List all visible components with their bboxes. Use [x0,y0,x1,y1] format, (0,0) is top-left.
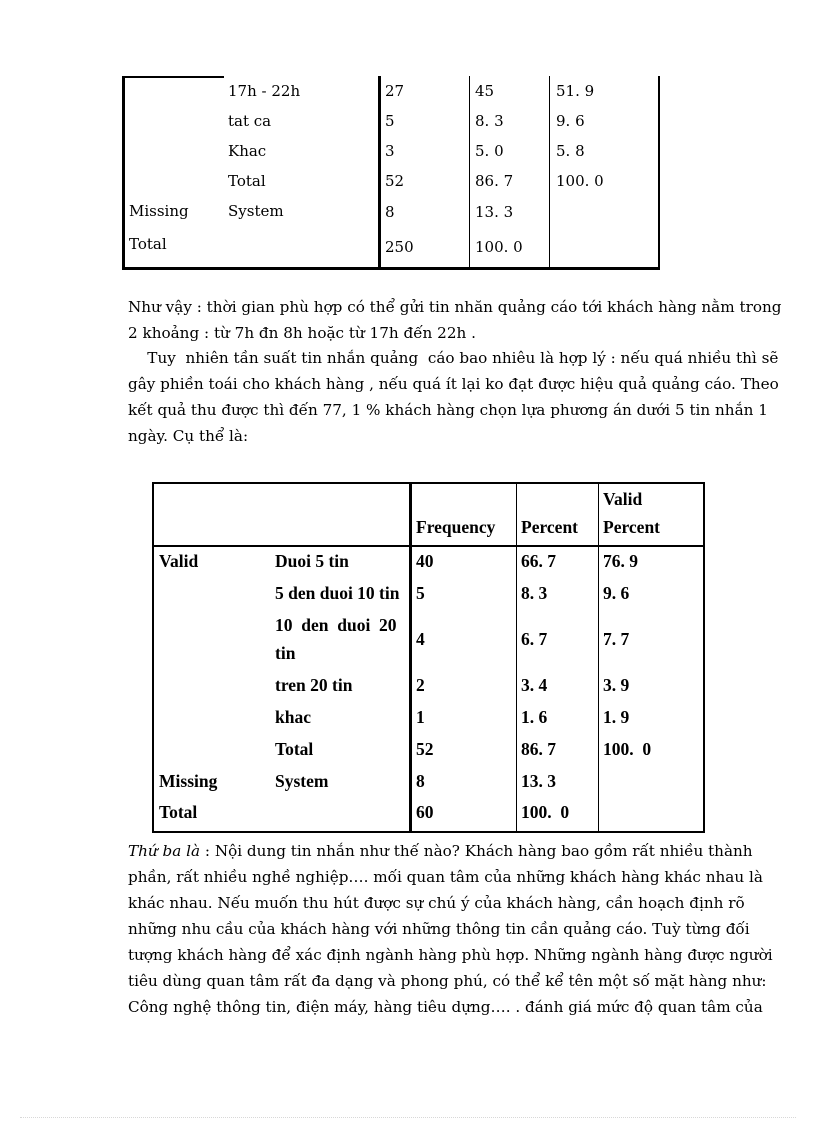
text-line: khác nhau. Nếu muốn thu hút được sự chú ý của khách hàng, cần hoạch định rõ [128,894,745,912]
table2-percent: 6. 7 [521,629,548,649]
paragraph-content-topic [128,838,773,1020]
table2-valid-percent: 3. 9 [603,675,630,695]
table2-percent: 66. 7 [521,551,556,571]
text-line: tượng khách hàng để xác định ngành hàng phù hợp. Những ngành hàng được người [128,946,773,964]
table1-frequency: 52 [385,172,405,190]
table2-valid-percent: 9. 6 [603,583,630,603]
table2-top-border [152,482,705,484]
table2-frequency: 40 [416,551,434,571]
table1-group-label: Missing [129,202,189,220]
table1-frequency: 3 [385,142,395,160]
table2-left-border [152,482,154,833]
table2-row-label: khac [275,707,311,727]
table2-percent: 13. 3 [521,771,556,791]
table2-group-label: Valid [159,551,199,571]
table1-row-label: 17h - 22h [228,82,301,100]
table1-percent: 8. 3 [475,112,504,130]
text-line: ngày. Cụ thể là: [128,427,249,445]
table1-percent: 45 [475,82,495,100]
text-line: Công nghệ thông tin, điện máy, hàng tiêu dựng…. . đánh giá mức độ quan tâm của [128,998,763,1016]
text-line: Như vậy : thời gian phù hợp có thể gửi tin nhăn quảng cáo tới khách hàng nằm trong [128,298,782,316]
table1-frequency: 5 [385,112,395,130]
text-line: những nhu cầu của khách hàng với những thông tin cần quảng cáo. Tuỳ từng đối [128,920,750,938]
table2-frequency: 2 [416,675,425,695]
header-valid-percent-line2: Percent [603,517,661,537]
table2-group-label: Total [159,802,198,822]
text-line: gây phiền toái cho khách hàng , nếu quá ít lại ko đạt được hiệu quả quảng cáo. Theo [128,375,779,393]
text-line: 2 khoảng : từ 7h đn 8h hoặc từ 17h đến 22h . [128,324,476,342]
table2-frequency: 8 [416,771,425,791]
text-line: Tuy nhiên tần suất tin nhắn quảng cáo bao nhiêu là hợp lý : nếu quá nhiều thì sẽ [128,349,779,367]
table1-top-left-border [122,76,224,78]
table1-percent: 13. 3 [475,203,514,221]
italic-lead: Thứ ba là [128,842,201,860]
table2-percent: 1. 6 [521,707,548,727]
table2-right-border [703,482,705,833]
table2-frequency: 5 [416,583,425,603]
table2-valid-percent: 76. 9 [603,551,638,571]
table2-percent: 3. 4 [521,675,548,695]
text-line [128,838,753,864]
table1-divider [469,76,470,270]
table1-right-border [658,76,660,270]
header-valid-percent-line1: Valid [603,489,643,509]
table1-valid-percent: 51. 9 [556,82,595,100]
table2-row-label: 10 den duoi 20 [275,615,397,635]
table1-left-border [122,76,125,270]
text-fragment: : Nội dung tin nhắn như thế nào? Khách hàng bao gồm rất nhiều thành [200,842,753,860]
table1-frequency: 27 [385,82,405,100]
table1-valid-percent: 9. 6 [556,112,585,130]
table2-col-divider [516,482,517,833]
table1-valid-percent: 100. 0 [556,172,604,190]
paragraph-frequency-intro [128,345,779,449]
table1-percent: 100. 0 [475,238,523,256]
table1-row-label: tat ca [228,112,272,130]
table2-group-label: Missing [159,771,218,791]
table1-group-label: Total [129,235,167,253]
table2-frequency: 4 [416,629,425,649]
table2-row-label: Duoi 5 tin [275,551,349,571]
text-line: tiêu dùng quan tâm rất đa dạng và phong phú, có thể kể tên một số mặt hàng như: [128,972,767,990]
table2-frequency: 52 [416,739,434,759]
table1-row-label: Khac [228,142,267,160]
table2-percent: 8. 3 [521,583,548,603]
table2-row-label: Total [275,739,314,759]
table2-valid-percent: 100. 0 [603,739,652,759]
table1-frequency: 8 [385,203,395,221]
table1-frequency: 250 [385,238,414,256]
table2-percent: 100. 0 [521,802,570,822]
table2-bottom-border [152,831,705,833]
table2-row-label: 5 den duoi 10 tin [275,583,400,603]
table2-valid-percent: 1. 9 [603,707,630,727]
table1-bottom-border [122,267,660,270]
table2-percent: 86. 7 [521,739,556,759]
table1-divider [549,76,550,270]
table2-row-label: tren 20 tin [275,675,353,695]
table2-col-divider [409,482,412,833]
frequency-table-continued [122,76,660,270]
header-frequency: Frequency [416,517,496,537]
table2-col-divider [598,482,599,833]
table2-frequency: 60 [416,802,434,822]
table1-divider-thick [378,76,381,270]
text-line: phần, rất nhiều nghề nghiệp…. mối quan tâm của những khách hàng khác nhau là [128,868,763,886]
page-bottom-divider [20,1117,796,1118]
table1-valid-percent: 5. 8 [556,142,585,160]
table2-row-label-continued: tin [275,643,296,663]
paragraph-summary [128,294,782,346]
table2-row-label: System [275,771,329,791]
table2-valid-percent: 7. 7 [603,629,630,649]
table1-row-label: System [228,202,284,220]
message-frequency-table [152,482,705,833]
table1-percent: 86. 7 [475,172,514,190]
table2-frequency: 1 [416,707,425,727]
header-percent: Percent [521,517,579,537]
table1-percent: 5. 0 [475,142,504,160]
table1-row-label: Total [228,172,266,190]
text-line: kết quả thu được thì đến 77, 1 % khách hàng chọn lựa phương án dưới 5 tin nhắn 1 [128,401,768,419]
